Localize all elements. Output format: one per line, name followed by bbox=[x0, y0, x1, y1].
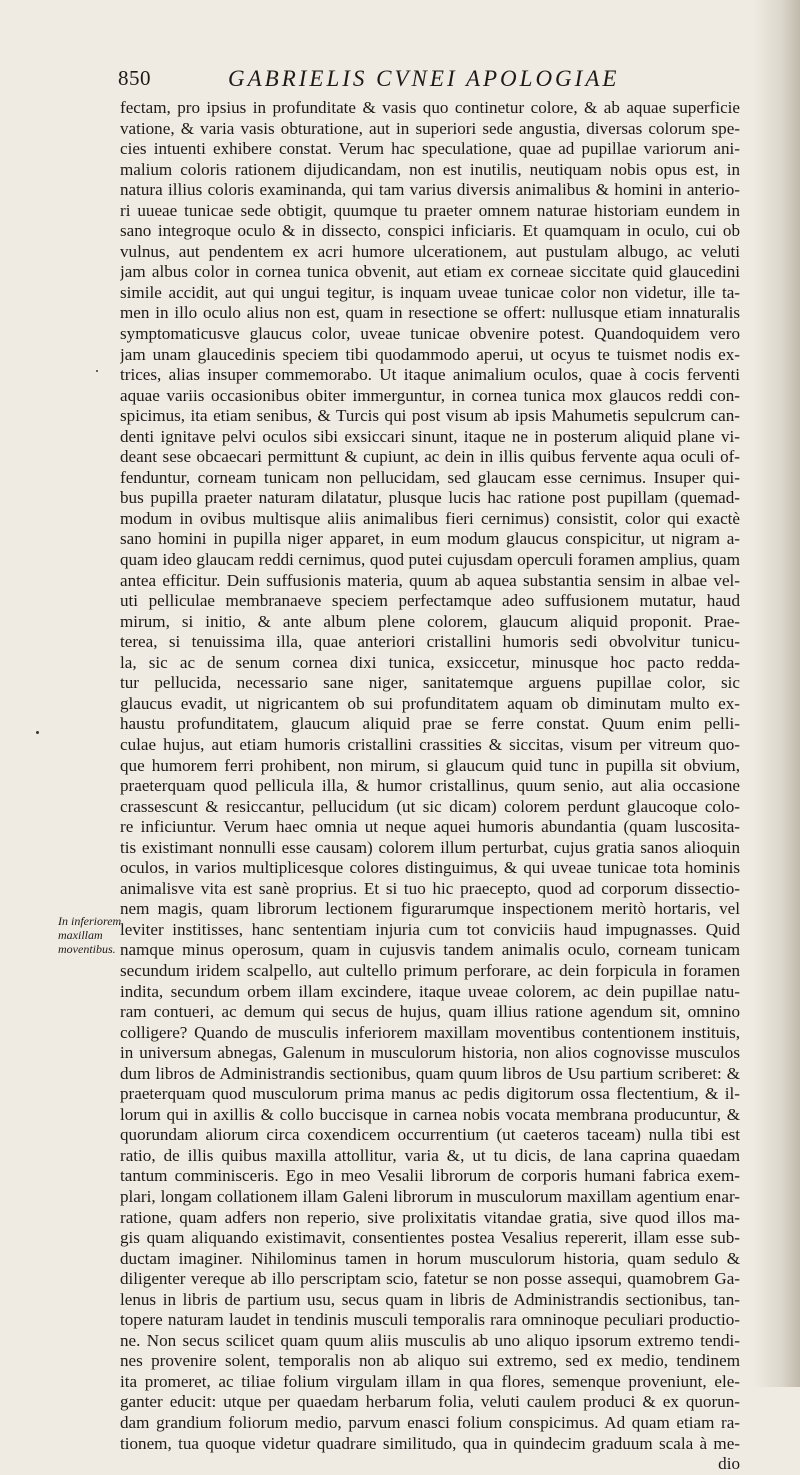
text-line: vulnus, aut pendentem ex acri humore ulcerationem, aut pustulam albugo, ac veluti bbox=[120, 241, 740, 261]
text-line: nes provenire solent, temporalis non ab aliquo sui extremo, sed ex medio, tendinem bbox=[120, 1351, 740, 1371]
text-line: praeterquam quod pellicula illa, & humor cristallinus, quum senio, aut alia occasione bbox=[120, 776, 740, 796]
text-line: plari, longam collationem illam Galeni librorum in musculorum maxillam agentium enar- bbox=[120, 1186, 740, 1206]
text-line: sano integroque oculo & in dissecto, conspici inficiaris. Et quamquam in oculo, cui ob bbox=[120, 221, 740, 241]
text-line: quorundam aliorum circa coxendicem occurrentium (ut caeteros taceam) nulla tibi est bbox=[120, 1125, 740, 1145]
text-line: culae hujus, aut etiam humoris cristallini crassities & siccitas, visum per vitreum quo- bbox=[120, 734, 740, 754]
page-number: 850 bbox=[118, 66, 151, 90]
text-line: secundum iridem scalpello, aut cultello primum perforare, ac dein forpicula in foramen bbox=[120, 960, 740, 980]
text-line: symptomaticusve glaucus color, uveae tunicae obvenire potest. Quandoquidem vero bbox=[120, 324, 740, 344]
text-line: diligenter vereque ab illo perscriptam scio, fatetur se non posse assequi, quamobrem Ga- bbox=[120, 1269, 740, 1289]
text-line: tur pellucida, necessario sane niger, sanitatemque arguens pupillae color, sic bbox=[120, 673, 740, 693]
text-line: lenus in libris de partium usu, secus quam in libris de Administrandis sectionibus, tan- bbox=[120, 1289, 740, 1309]
text-line: mirum, si initio, & ante album plene colorem, glaucum aliquid proponit. Prae- bbox=[120, 611, 740, 631]
text-line: tantum comminisceris. Ego in meo Vesalii librorum de corporis humani fabrica exem- bbox=[120, 1166, 740, 1186]
text-line: tis existimant nonnulli esse causam) colorem illum perturbat, cujus gratia sanos alioquin bbox=[120, 837, 740, 857]
text-line: quam ideo glaucam reddi cernimus, quod putei cujusdam operculi foramen amplius, quam bbox=[120, 550, 740, 570]
margin-note-line: maxillam bbox=[58, 928, 103, 942]
text-line-last-word: dio bbox=[718, 1454, 740, 1474]
text-line: ratione, quam adfers non reperio, sive prolixitatis vitandae gratia, sive quod illos ma- bbox=[120, 1207, 740, 1227]
text-line: modum in ovibus multisque aliis animalibus fieri cernimus) consistit, color qui exactè bbox=[120, 508, 740, 528]
text-line: crassescunt & resiccantur, pellucidum (ut sic dicam) colorem perdunt glaucoque colo- bbox=[120, 796, 740, 816]
text-line: uti pelliculae membranaeve speciem perfectamque adeo suffusionem mutatur, haud bbox=[120, 591, 740, 611]
text-line: fenduntur, corneam tunicam non pellucidam, sed glaucam esse cernimus. Insuper qui- bbox=[120, 467, 740, 487]
text-line: deant sese obcaecari permittunt & cupiunt, ac dein in illis quibus fervente aqua oculi of- bbox=[120, 447, 740, 467]
text-line: topere naturam laudet in tendinis musculi temporalis rara omninoque peculiari productio- bbox=[120, 1310, 740, 1330]
text-line: dum libros de Administrandis sectionibus, quam quum libros de Usu partium scriberet: & bbox=[120, 1063, 740, 1083]
text-line: sano homini in pupilla niger apparet, in eum modum glaucus conspicitur, ut nigram a- bbox=[120, 529, 740, 549]
text-line: jam unam glaucedinis speciem tibi quodammodo aperui, ut ocyus te tuismet nodis ex- bbox=[120, 344, 740, 364]
ink-speck bbox=[36, 731, 39, 734]
text-line: aquae variis occasionibus obiter immerguntur, in cornea tunica mox glaucos reddi con- bbox=[120, 385, 740, 405]
text-line: ita promeret, ac tiliae folium virgulam illam in qua flores, semenque proveniunt, ele- bbox=[120, 1371, 740, 1391]
text-line: ganter educit: utque per quaedam herbarum folia, veluti caulem produci & ex quorun- bbox=[120, 1392, 740, 1412]
text-line: indita, secundum orbem illam excindere, itaque uveae colorem, ac dein pupillae natu- bbox=[120, 981, 740, 1001]
text-line: dam grandium foliorum medio, parvum enasci folium conspicimus. Ad quam etiam ra- bbox=[120, 1413, 740, 1432]
text-line: vatione, & varia vasis obturatione, aut in superiori sede angustia, diversas colorum spe- bbox=[120, 118, 740, 138]
text-line: malium coloris rationem dijudicandam, non est inutilis, neutiquam nobis opus est, in bbox=[120, 159, 740, 179]
text-line: bus pupilla praeter naturam dilatatur, plusque lucis hac ratione post pupillam (quemad- bbox=[120, 488, 740, 508]
text-line: ram contueri, ac demum qui secus de hujus, quam illius ratione agendum sit, omnino bbox=[120, 1002, 740, 1022]
text-line: ri uueae tunicae sede obtigit, quumque tu praeter omnem naturae historiam eundem in bbox=[120, 200, 740, 220]
text-line: animalisve vita est sanè proprius. Et si tuo hic praecepto, quod ad corporum dissectio- bbox=[120, 878, 740, 898]
text-line: leviter institisses, hanc sententiam injuria cum tot conviciis haud impugnasses. Quid bbox=[120, 919, 740, 939]
text-line: in universum abnegas, Galenum in musculorum historia, non alios cognovisse musculos bbox=[120, 1043, 740, 1063]
text-line: glaucus evadit, ut nigricantem ob sui profunditatem aquam ob diminutam multo ex- bbox=[120, 693, 740, 713]
text-line: simile accidit, aut qui ungui tegitur, is inquam uveae tunicae color non videtur, ille ta- bbox=[120, 282, 740, 302]
text-line: tionem, tua quoque videtur quadrare similitudo, qua in quindecim graduum scala à me- bbox=[120, 1433, 740, 1453]
text-line: ne. Non secus scilicet quam quum aliis musculis ab uno aliquo ipsorum extremo tendi- bbox=[120, 1330, 740, 1350]
text-line: nem magis, quam librorum lectionem figurarumque inspectionem meritò hortaris, vel bbox=[120, 899, 740, 919]
running-title: GABRIELIS CVNEI APOLOGIAE bbox=[228, 66, 620, 91]
text-line: lorum qui in axillis & collo buccisque in carnea nobis vocata membrana producuntur, & bbox=[120, 1104, 740, 1124]
text-line: spicimus, ita etiam senibus, & Turcis qui post visum ab ipsis Mahumetis sepulcrum can- bbox=[120, 406, 740, 426]
text-line: gis quam aliquando existimavit, consentientes postea Vesalius repererit, illam esse sub- bbox=[120, 1228, 740, 1248]
text-line: fectam, pro ipsius in profunditate & vasis quo continetur colore, & ab aquae superficie bbox=[120, 98, 740, 117]
text-line: ductam imaginer. Nihilominus tamen in horum musculorum historia, quam sedulo & bbox=[120, 1248, 740, 1268]
margin-note bbox=[58, 914, 122, 956]
page-edge-shadow bbox=[754, 0, 800, 1387]
text-line: terea, si tenuissima illa, quae anteriori cristallini humoris sedi obvolvitur tunicu- bbox=[120, 632, 740, 652]
margin-note-line: In inferiorem bbox=[58, 914, 122, 928]
ink-speck bbox=[96, 370, 98, 372]
page-header bbox=[118, 66, 738, 98]
text-line: trices, alias insuper commemorabo. Ut itaque animalium oculos, quae à cocis ferventi bbox=[120, 365, 740, 385]
body-text bbox=[120, 98, 740, 1475]
text-line: haustu profunditatem, glaucum aliquid prae se ferre constat. Quum enim pelli- bbox=[120, 714, 740, 734]
text-line: jam albus color in cornea tunica obvenit, aut etiam ex corneae siccitate quid glaucedini bbox=[120, 262, 740, 282]
text-line: cies intuenti exhibere constat. Verum hac speculatione, quae ad pupillae variorum ani- bbox=[120, 139, 740, 159]
margin-note-line: moventibus. bbox=[58, 942, 116, 956]
text-line: praeterquam quod musculorum prima manus ac pedis digitorum ossa flectentium, & il- bbox=[120, 1084, 740, 1104]
text-line: oculos, in varios multiplicesque colores distinguimus, & qui uveae tunicae tota hominis bbox=[120, 858, 740, 878]
text-line: men in illo oculo alius non est, quam in resectione se offert: nullusque etiam innaturalis bbox=[120, 303, 740, 323]
text-line: que humorem ferri prohibent, non mirum, si glaucum quid tunc in pupilla sit obvium, bbox=[120, 755, 740, 775]
text-line: colligere? Quando de musculis inferiorem maxillam moventibus contentionem instituis, bbox=[120, 1022, 740, 1042]
text-line: namque minus operosum, quam in cujusvis tandem animalis oculo, corneam tunicam bbox=[120, 940, 740, 960]
text-line: re inficiuntur. Verum haec omnia ut neque aquei humoris abundantia (quam luscosita- bbox=[120, 817, 740, 837]
text-line: antea efficitur. Dein suffusionis materia, quum ab aquea substantia sensim in albae vel- bbox=[120, 570, 740, 590]
text-line: la, sic ac de senum cornea dixi tunica, exsiccetur, minusque hoc pacto redda- bbox=[120, 652, 740, 672]
text-line: denti ignitave pelvi oculos sibi exsiccari sinunt, itaque ne in posterum aliquid plane vi- bbox=[120, 426, 740, 446]
text-line: natura illius coloris examinanda, qui tam varius diversis animalibus & homini in anterio- bbox=[120, 180, 740, 200]
text-line: ratio, de illis quibus maxilla attollitur, varia &, ut tu dicis, de lana caprina quaedam bbox=[120, 1145, 740, 1165]
